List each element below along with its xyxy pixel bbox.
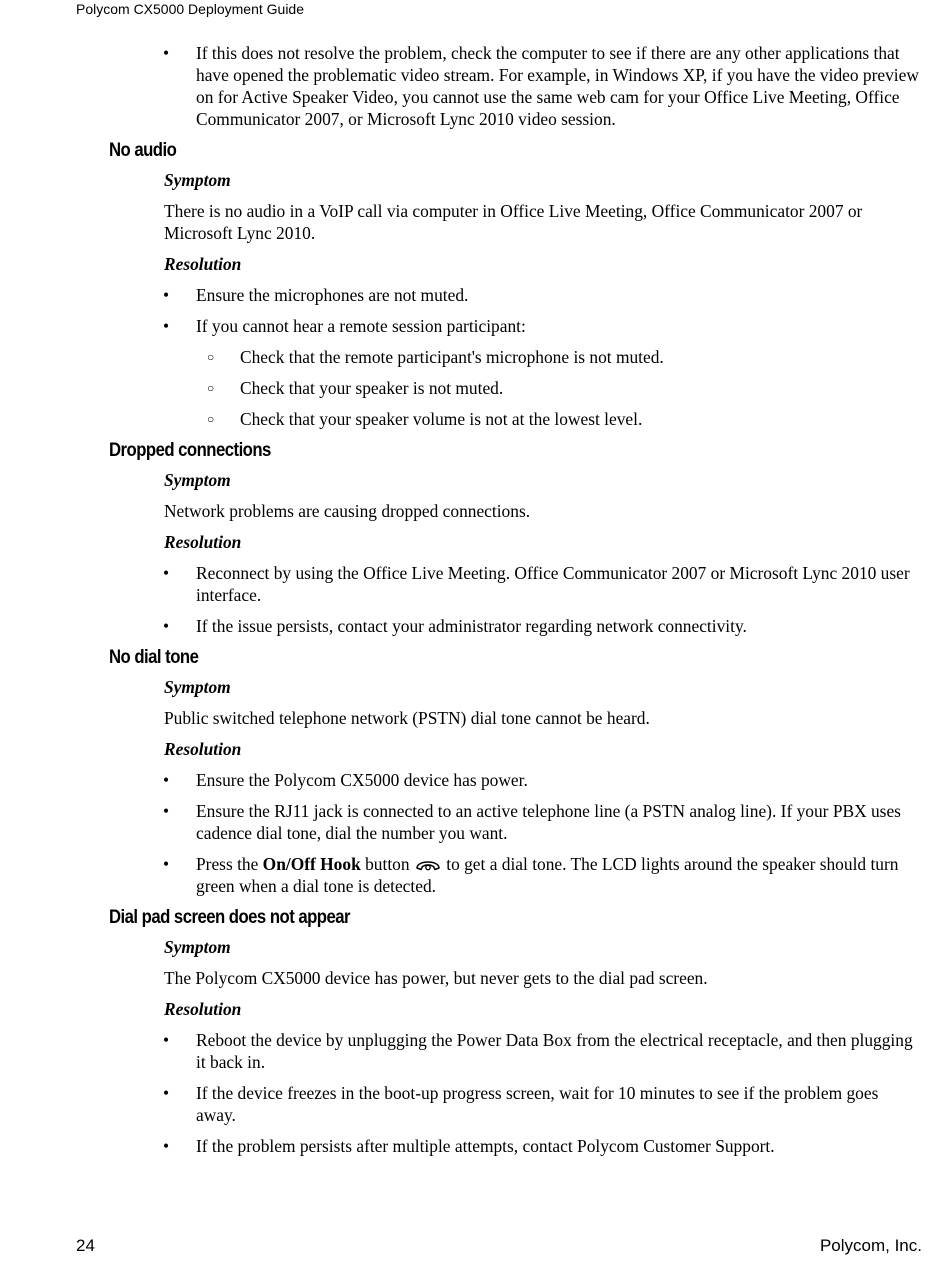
symptom-label: Symptom [164, 677, 231, 697]
resolution-label: Resolution [164, 532, 242, 552]
list-item: • Ensure the Polycom CX5000 device has power. [196, 769, 920, 791]
symptom-label: Symptom [164, 470, 231, 490]
on-off-hook-label: On/Off Hook [262, 854, 361, 874]
phone-hook-icon [414, 857, 442, 875]
symptom-label: Symptom [164, 170, 231, 190]
resolution-label: Resolution [164, 999, 242, 1019]
list-item: • Reconnect by using the Office Live Meeting. Office Communicator 2007 or Microsoft Lync 2010 user interface. [196, 562, 920, 606]
sub-list-item: ○ Check that the remote participant's microphone is not muted. [240, 346, 920, 368]
list-item: • If you cannot hear a remote session participant: [196, 315, 920, 337]
resolution-label: Resolution [164, 739, 242, 759]
symptom-label: Symptom [164, 937, 231, 957]
sub-list-item: ○ Check that your speaker volume is not at the lowest level. [240, 408, 920, 430]
symptom-text: Network problems are causing dropped connections. [164, 501, 531, 521]
list-item: • Ensure the RJ11 jack is connected to an active telephone line (a PSTN analog line). If your PBX uses cadence dial tone, dial the number you want. [196, 800, 920, 844]
list-item: • Ensure the microphones are not muted. [196, 284, 920, 306]
section-heading-no-audio: No audio [109, 140, 177, 161]
press-text-pre: Press the [196, 854, 263, 874]
running-header: Polycom CX5000 Deployment Guide [76, 1, 305, 17]
list-item: • If the issue persists, contact your administrator regarding network connectivity. [196, 615, 920, 637]
company-name: Polycom, Inc. [819, 1236, 922, 1255]
section-heading-no-dial-tone: No dial tone [109, 647, 199, 668]
press-text-mid: button [360, 854, 414, 874]
symptom-text: There is no audio in a VoIP call via computer in Office Live Meeting, Office Communicator 2007 or Microsoft Lync 2010. [164, 201, 863, 243]
press-text-post: to get a dial tone. The LCD lights around the speaker should turn green when a dial tone is detected. [196, 854, 899, 896]
page-number: 24 [76, 1236, 95, 1255]
list-item: • If the device freezes in the boot-up progress screen, wait for 10 minutes to see if the problem goes away. [196, 1082, 920, 1126]
sub-list-item: ○ Check that your speaker is not muted. [240, 377, 920, 399]
list-item-press-hook [196, 853, 920, 897]
symptom-text: The Polycom CX5000 device has power, but never gets to the dial pad screen. [164, 968, 708, 988]
list-item: • Reboot the device by unplugging the Power Data Box from the electrical receptacle, and then plugging it back in. [196, 1029, 920, 1073]
list-item: • If this does not resolve the problem, check the computer to see if there are any other applications that have opened the problematic video stream. For example, in Windows XP, if you have the video preview on for Active Speaker Video, you cannot use the same web cam for your Office Live Meeting, Office Communicator 2007, or Microsoft Lync 2010 video session. [196, 42, 920, 130]
page-body [0, 42, 950, 1166]
list-item: • If the problem persists after multiple attempts, contact Polycom Customer Support. [196, 1135, 920, 1157]
symptom-text: Public switched telephone network (PSTN) dial tone cannot be heard. [164, 708, 650, 728]
resolution-label: Resolution [164, 254, 242, 274]
section-heading-dial-pad: Dial pad screen does not appear [109, 907, 351, 928]
section-heading-dropped-connections: Dropped connections [109, 440, 271, 461]
